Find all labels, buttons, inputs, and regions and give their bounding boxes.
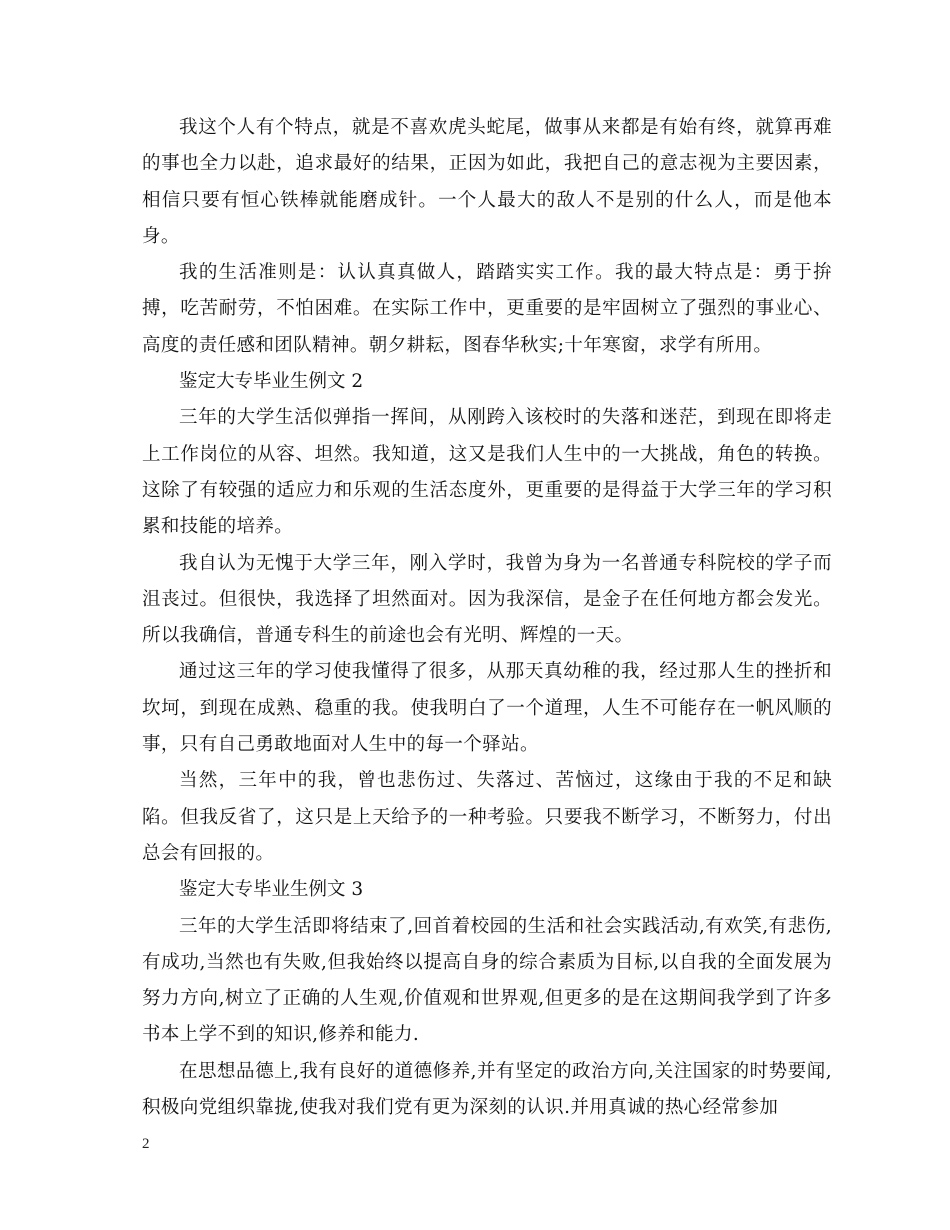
paragraph: 我的生活准则是：认认真真做人，踏踏实实工作。我的最大特点是：勇于拚搏，吃苦耐劳，不怕困难。在实际工作中，更重要的是牢固树立了强烈的事业心、高度的责任感和团队精神。朝夕耕耘，图春华秋实;十年寒窗，求学有所用。 xyxy=(142,262,832,356)
paragraph: 当然，三年中的我，曾也悲伤过、失落过、苦恼过，这缘由于我的不足和缺陷。但我反省了，这只是上天给予的一种考验。只要我不断学习，不断努力，付出总会有回报的。 xyxy=(142,770,832,864)
paragraph: 通过这三年的学习使我懂得了很多，从那天真幼稚的我，经过那人生的挫折和坎坷，到现在成熟、稳重的我。使我明白了一个道理，人生不可能存在一帆风顺的事，只有自己勇敢地面对人生中的每一个驿站。 xyxy=(142,661,832,756)
document-body xyxy=(142,110,832,1126)
paragraph: 在思想品德上,我有良好的道德修养,并有坚定的政治方向,关注国家的时势要闻,积极向党组织靠拢,使我对我们党有更为深刻的认识.并用真诚的热心经常参加 xyxy=(142,1060,832,1119)
page-number: 2 xyxy=(142,1136,150,1152)
paragraph: 我这个人有个特点，就是不喜欢虎头蛇尾，做事从来都是有始有终，就算再难的事也全力以赴，追求最好的结果，正因为如此，我把自己的意志视为主要因素，相信只要有恒心铁棒就能磨成针。一个人最大的敌人不是别的什么人，而是他本身。 xyxy=(142,117,832,247)
paragraph: 三年的大学生活即将结束了,回首着校园的生活和社会实践活动,有欢笑,有悲伤,有成功,当然也有失败,但我始终以提高自身的综合素质为目标,以自我的全面发展为努力方向,树立了正确的人生观,价值观和世界观,但更多的是在这期间我学到了许多书本上学不到的知识,修养和能力. xyxy=(142,915,832,1046)
paragraph: 三年的大学生活似弹指一挥间，从刚跨入该校时的失落和迷茫，到现在即将走上工作岗位的从容、坦然。我知道，这又是我们人生中的一大挑战，角色的转换。这除了有较强的适应力和乐观的生活态度外，更重要的是得益于大学三年的学习积累和技能的培养。 xyxy=(142,407,832,538)
section-heading: 鉴定大专毕业生例文 3 xyxy=(179,879,364,901)
paragraph: 我自认为无愧于大学三年，刚入学时，我曾为身为一名普通专科院校的学子而沮丧过。但很快，我选择了坦然面对。因为我深信，是金子在任何地方都会发光。所以我确信，普通专科生的前途也会有光明、辉煌的一天。 xyxy=(142,552,832,647)
section-heading: 鉴定大专毕业生例文 2 xyxy=(179,371,364,393)
